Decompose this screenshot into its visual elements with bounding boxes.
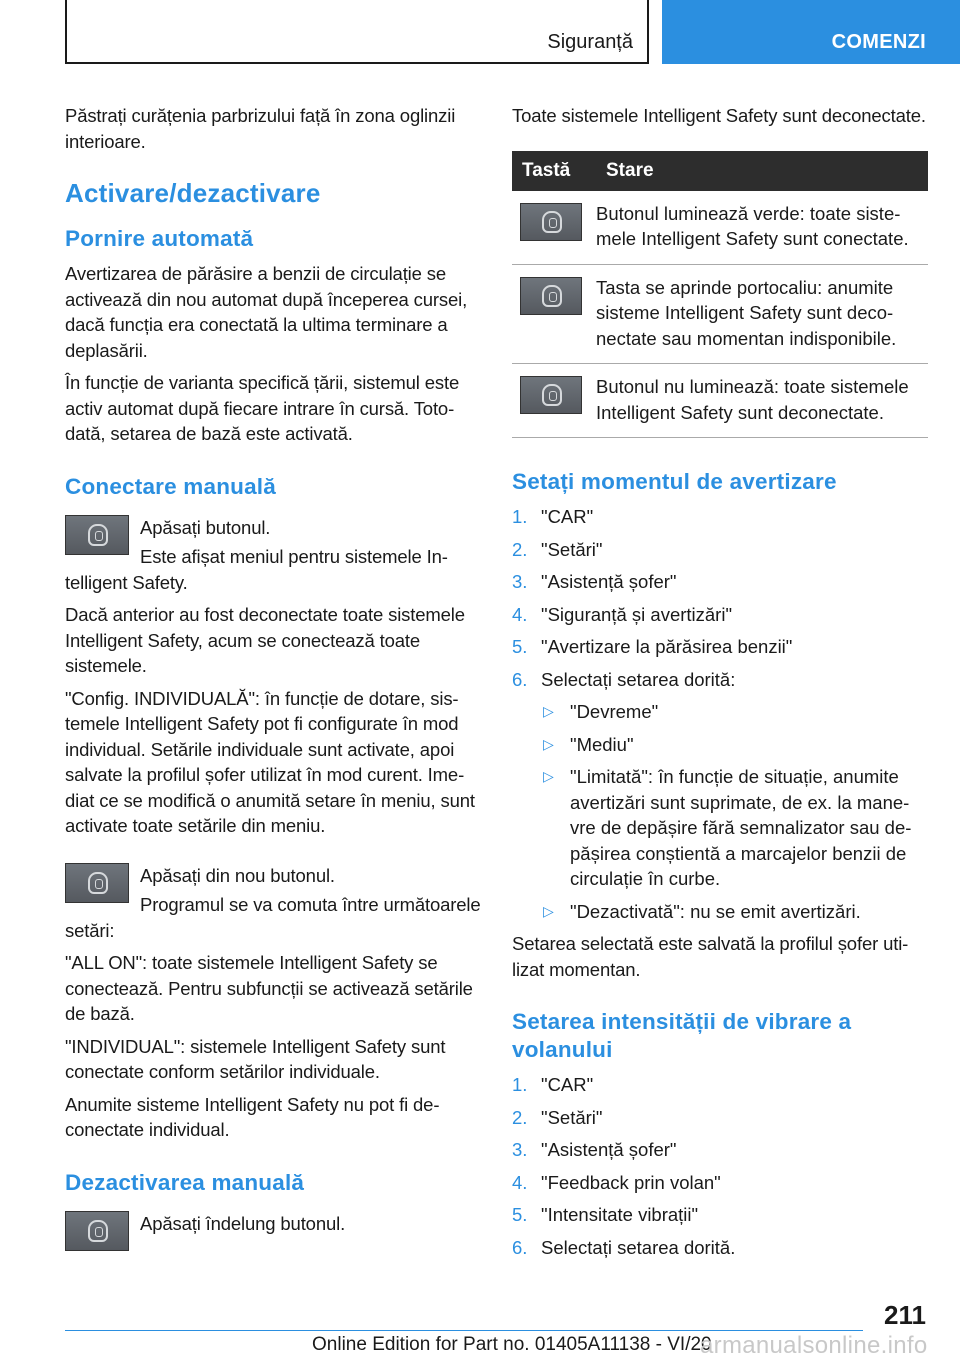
- table-row: [512, 364, 928, 438]
- warning-saved-text: Setarea selectată este salvată la profilul șofer utilizat momentan.: [512, 933, 909, 980]
- heading-activation: Activare/dezactivare: [65, 178, 321, 208]
- list-item: ▷ "Mediu": [541, 732, 928, 758]
- intelligent-safety-button-icon: [65, 515, 129, 555]
- toggle-text: Programul se va comuta între următoarele setări:: [65, 894, 481, 941]
- table-row: [512, 264, 928, 364]
- list-item: ▷ "Limitată": în funcție de situație, anumite avertizări sunt suprimate, de ex. la manevre de depășire fără semnalizator sau depășirea conștientă a marcajelor benzii de circulație în curbe.: [543, 766, 912, 889]
- warning-options-list: [541, 699, 928, 924]
- list-item: 2. "Setări": [512, 1106, 603, 1128]
- intelligent-safety-button-icon: [520, 277, 582, 315]
- list-item: 6. Selectați setarea dorită:: [512, 668, 736, 690]
- manual-text-3: "Config. INDIVIDUALĂ": în funcție de dotare, sistemele Intelligent Safety pot fi configurate în mod individual. Setările individuale sunt activate, apoi salvate la profilul șofer utilizat în mod curent. Imediat ce se modifică o anumită setare în meniu, sunt activate toate setările din meniu.: [65, 687, 475, 836]
- triangle-right-icon: ▷: [543, 768, 554, 784]
- heading-manual-on: Conectare manuală: [65, 473, 276, 499]
- intelligent-safety-button-icon: [520, 203, 582, 241]
- list-item: 3. "Asistență șofer": [512, 571, 677, 592]
- table-cell-status: Butonul luminează verde: toate sistemele Intelligent Safety sunt conectate.: [596, 191, 928, 265]
- triangle-right-icon: ▷: [543, 902, 554, 919]
- intro-text: Păstrați curățenia parbrizului față în zona oglinzii interioare.: [65, 105, 456, 152]
- list-item: 4. "Siguranță și avertizări": [512, 603, 733, 625]
- watermark: armanualsonline.info: [700, 1332, 928, 1359]
- heading-manual-off: Dezactivarea manuală: [65, 1169, 305, 1195]
- status-table: [512, 151, 928, 439]
- intelligent-safety-button-icon: [65, 1211, 129, 1251]
- press-button-text: Apăsați butonul.: [140, 516, 271, 538]
- footer-edition: Online Edition for Part no. 01405A11138 - VI/20: [312, 1334, 712, 1355]
- press-long-text: Apăsați îndelung butonul.: [140, 1212, 346, 1234]
- right-intro-text: Toate sistemele Intelligent Safety sunt deconectate.: [512, 105, 926, 126]
- right-column: [512, 103, 928, 1267]
- heading-auto-start: Pornire automată: [65, 226, 254, 251]
- all-on-text: "ALL ON": toate sistemele Intelligent Safety se conectează. Pentru subfuncții se activează setările de bază.: [65, 952, 473, 1024]
- table-cell-status: Butonul nu luminează: toate sistemele Intelligent Safety sunt deconectate.: [596, 364, 928, 438]
- list-item: 1. "CAR": [512, 506, 594, 527]
- header-section-tab: [65, 0, 649, 64]
- list-item: 5. "Intensitate vibrații": [512, 1204, 699, 1225]
- list-item: 2. "Setări": [512, 538, 603, 560]
- intelligent-safety-button-icon: [520, 376, 582, 414]
- auto-text-1: Avertizarea de părăsire a benzii de circulație se activează din nou automat după începerea cursei, dacă funcția era conectată la ultima terminare a deplasării.: [65, 263, 468, 361]
- menu-shown-text: Este afișat meniul pentru sistemele Intelligent Safety.: [65, 546, 448, 593]
- warning-steps-list: [512, 504, 928, 692]
- list-item: 5. "Avertizare la părăsirea benzii": [512, 636, 793, 657]
- list-item: ▷ "Devreme": [541, 699, 928, 725]
- list-item: 4. "Feedback prin volan": [512, 1171, 721, 1193]
- intelligent-safety-button-icon: [65, 863, 129, 903]
- press-again-text: Apăsați din nou butonul.: [140, 864, 335, 886]
- header-chapter-label: COMENZI: [831, 31, 926, 53]
- table-header-status: Stare: [596, 151, 928, 191]
- list-item: 6. Selectați setarea dorită.: [512, 1236, 736, 1258]
- footer-divider: [65, 1330, 863, 1331]
- list-item: ▷ "Dezactivată": nu se emit avertizări.: [541, 899, 928, 925]
- triangle-right-icon: ▷: [543, 735, 554, 752]
- individual-text: "INDIVIDUAL": sistemele Intelligent Safety sunt conectate conform setărilor individuale.: [65, 1035, 446, 1082]
- heading-vibration: Setarea intensității de vibrare a volanului: [512, 1009, 852, 1062]
- page-number: 211: [884, 1300, 926, 1330]
- vibration-steps-list: [512, 1072, 928, 1260]
- auto-text-2: În funcție de varianta specifică țării, sistemul este activ automat după fiecare intrare în cursă. Totodată, setarea de bază este activată.: [65, 372, 460, 444]
- table-header-row: [512, 151, 928, 191]
- header-section-label: Siguranță: [547, 31, 633, 53]
- list-item: 3. "Asistență șofer": [512, 1139, 677, 1160]
- manual-text-2: Dacă anterior au fost deconectate toate sistemele Intelligent Safety, acum se conectează toate sistemele.: [65, 604, 465, 676]
- table-header-key: Tastă: [512, 151, 596, 191]
- heading-warning-time: Setați momentul de avertizare: [512, 469, 837, 494]
- table-row: [512, 191, 928, 265]
- triangle-right-icon: ▷: [543, 703, 554, 719]
- some-systems-text: Anumite sisteme Intelligent Safety nu pot fi deconectate individual.: [65, 1093, 440, 1140]
- header-chapter-tab: [662, 0, 960, 64]
- table-cell-status: Tasta se aprinde portocaliu: anumite sisteme Intelligent Safety sunt deconectate sau momentan indisponibile.: [596, 264, 928, 364]
- list-item: 1. "CAR": [512, 1074, 594, 1095]
- left-column: [65, 103, 483, 1255]
